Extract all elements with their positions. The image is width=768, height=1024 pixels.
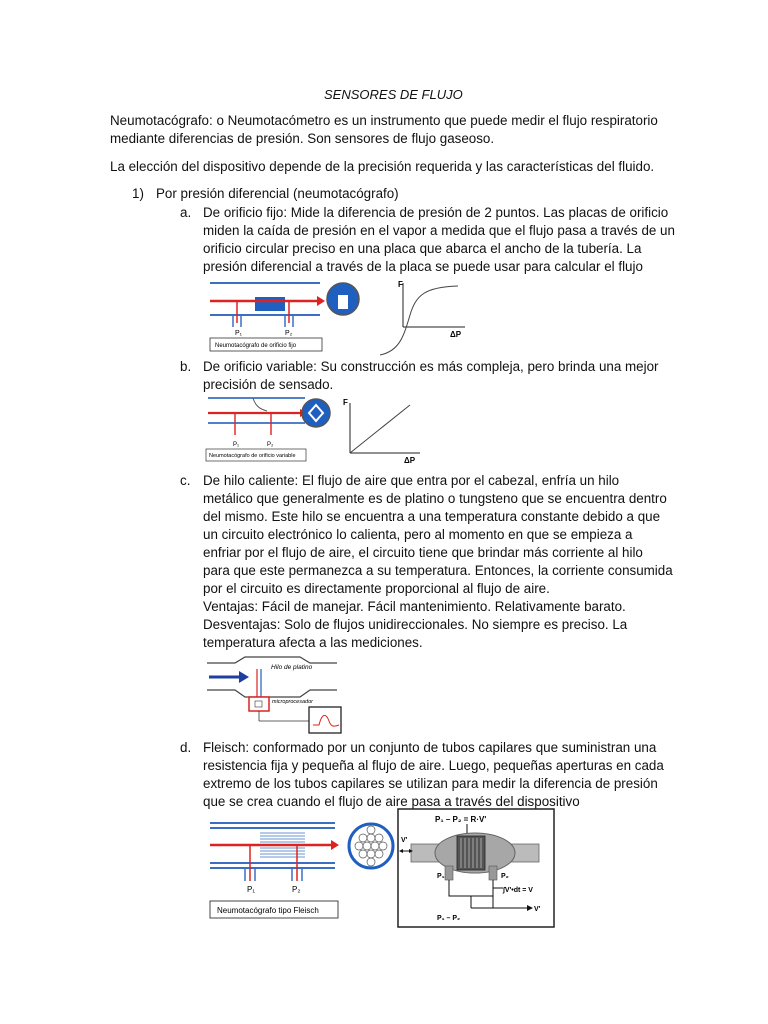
item-d-line: extremo de los tubos capilares se utilizan para medir la diferencia de presión (203, 776, 658, 791)
fixed-x-axis-label: ΔP (450, 330, 462, 339)
choice-paragraph: La elección del dispositivo depende de la precisión requerida y las características del fluido. (110, 159, 655, 174)
fleisch-vout-label: V' (534, 906, 541, 913)
item-c-line: De hilo caliente: El flujo de aire que entra por el cabezal, enfría un hilo (203, 473, 620, 488)
variable-caption: Neumotacógrafo de orificio variable (209, 453, 296, 459)
item-c-line: temperatura afecta a las mediciones. (203, 635, 423, 650)
item-a-line: De orificio fijo: Mide la diferencia de presión de 2 puntos. Las placas de orificio (203, 205, 669, 220)
item-c-line: un circuito electrónico lo calienta, pero al momento en que se empieza a (203, 527, 633, 542)
fleisch-p1-label: P₁ (247, 885, 256, 894)
fleisch-vin-label: V' (401, 837, 408, 844)
item-c-line: metálico que generalmente es de platino o tungsteno que se encuentra dentro (203, 491, 667, 506)
fleisch-caption: Neumotacógrafo tipo Fleisch (217, 906, 319, 915)
item-c-line: Ventajas: Fácil de manejar. Fácil mantenimiento. Relativamente barato. (203, 599, 626, 614)
page-title: SENSORES DE FLUJO (324, 87, 463, 102)
section-label: Por presión diferencial (neumotacógrafo) (156, 186, 399, 201)
variable-orifice-diagram (205, 393, 340, 468)
item-c-line: enfriar por el flujo de aire, el circuito tiene que brindar más corriente al hilo (203, 545, 643, 560)
fleisch-integral-label: ∫V'•dt = V (503, 887, 533, 894)
fixed-y-axis-label: F (398, 280, 403, 289)
hot-wire-label: Hilo de platino (271, 664, 313, 671)
microprocessor-label: microprocesador (272, 699, 313, 705)
variable-p2-label: P₂ (267, 442, 274, 448)
item-b-letter: b. (180, 359, 192, 374)
variable-p1-label: P₁ (233, 442, 240, 448)
item-d-letter: d. (180, 740, 192, 755)
item-c-line: Desventajas: Solo de flujos unidireccionales. No siempre es preciso. La (203, 617, 628, 632)
fleisch-equation-label: P₁ – P₂ = R·V' (435, 815, 487, 824)
intro-line-1: Neumotacógrafo: o Neumotacómetro es un instrumento que puede medir el flujo respiratorio (110, 113, 658, 128)
fleisch-p1b-label: P₁ (437, 873, 445, 880)
item-d-line: Fleisch: conformado por un conjunto de tubos capilares que suministran una (203, 740, 657, 755)
fleisch-p2b-label: P₂ (501, 873, 509, 880)
intro-line-2: mediante diferencias de presión. Son sensores de flujo gaseoso. (110, 131, 495, 146)
item-c-letter: c. (180, 473, 191, 488)
item-d-line: resistencia fija y pequeña al flujo de aire. Luego, pequeñas aperturas en cada (203, 758, 664, 773)
fixed-orifice-graph (370, 275, 480, 360)
item-a-letter: a. (180, 205, 192, 220)
section-number: 1) (132, 186, 144, 201)
fleisch-device-diagram (397, 808, 555, 928)
item-d-line: que se crea cuando el flujo de aire pasa a través del dispositivo (203, 794, 580, 809)
item-a-line: presión diferencial a través de la placa se puede usar para calcular el flujo (203, 259, 643, 274)
variable-orifice-graph (340, 393, 425, 468)
fleisch-p2-label: P₂ (292, 885, 301, 894)
fleisch-diagram (205, 815, 395, 925)
hot-wire-diagram (205, 655, 345, 735)
item-b-line: De orificio variable: Su construcción es más compleja, pero brinda una mejor (203, 359, 659, 374)
item-c-line: del mismo. Este hilo se encuentra a una temperatura constante debido a que (203, 509, 661, 524)
item-b-line: precisión de sensado. (203, 377, 334, 392)
variable-y-axis-label: F (343, 398, 348, 407)
item-c-line: para que este permanezca a su temperatura. Entonces, la corriente consumida (203, 563, 673, 578)
item-a-line: orificio circular preciso en una placa que abarca el ancho de la tubería. La (203, 241, 642, 256)
fixed-orifice-diagram (205, 275, 365, 360)
fixed-caption: Neumotacógrafo de orificio fijo (215, 343, 297, 349)
fleisch-diff-label: P₁ – P₂ (437, 915, 461, 922)
fixed-p1-label: P₁ (235, 330, 243, 337)
item-a-line: miden la caída de presión en el vapor a medida que el flujo pasa a través de un (203, 223, 675, 238)
item-c-line: por el circuito es directamente proporcional al flujo de aire. (203, 581, 550, 596)
fixed-p2-label: P₂ (285, 330, 293, 337)
variable-x-axis-label: ΔP (404, 456, 416, 465)
